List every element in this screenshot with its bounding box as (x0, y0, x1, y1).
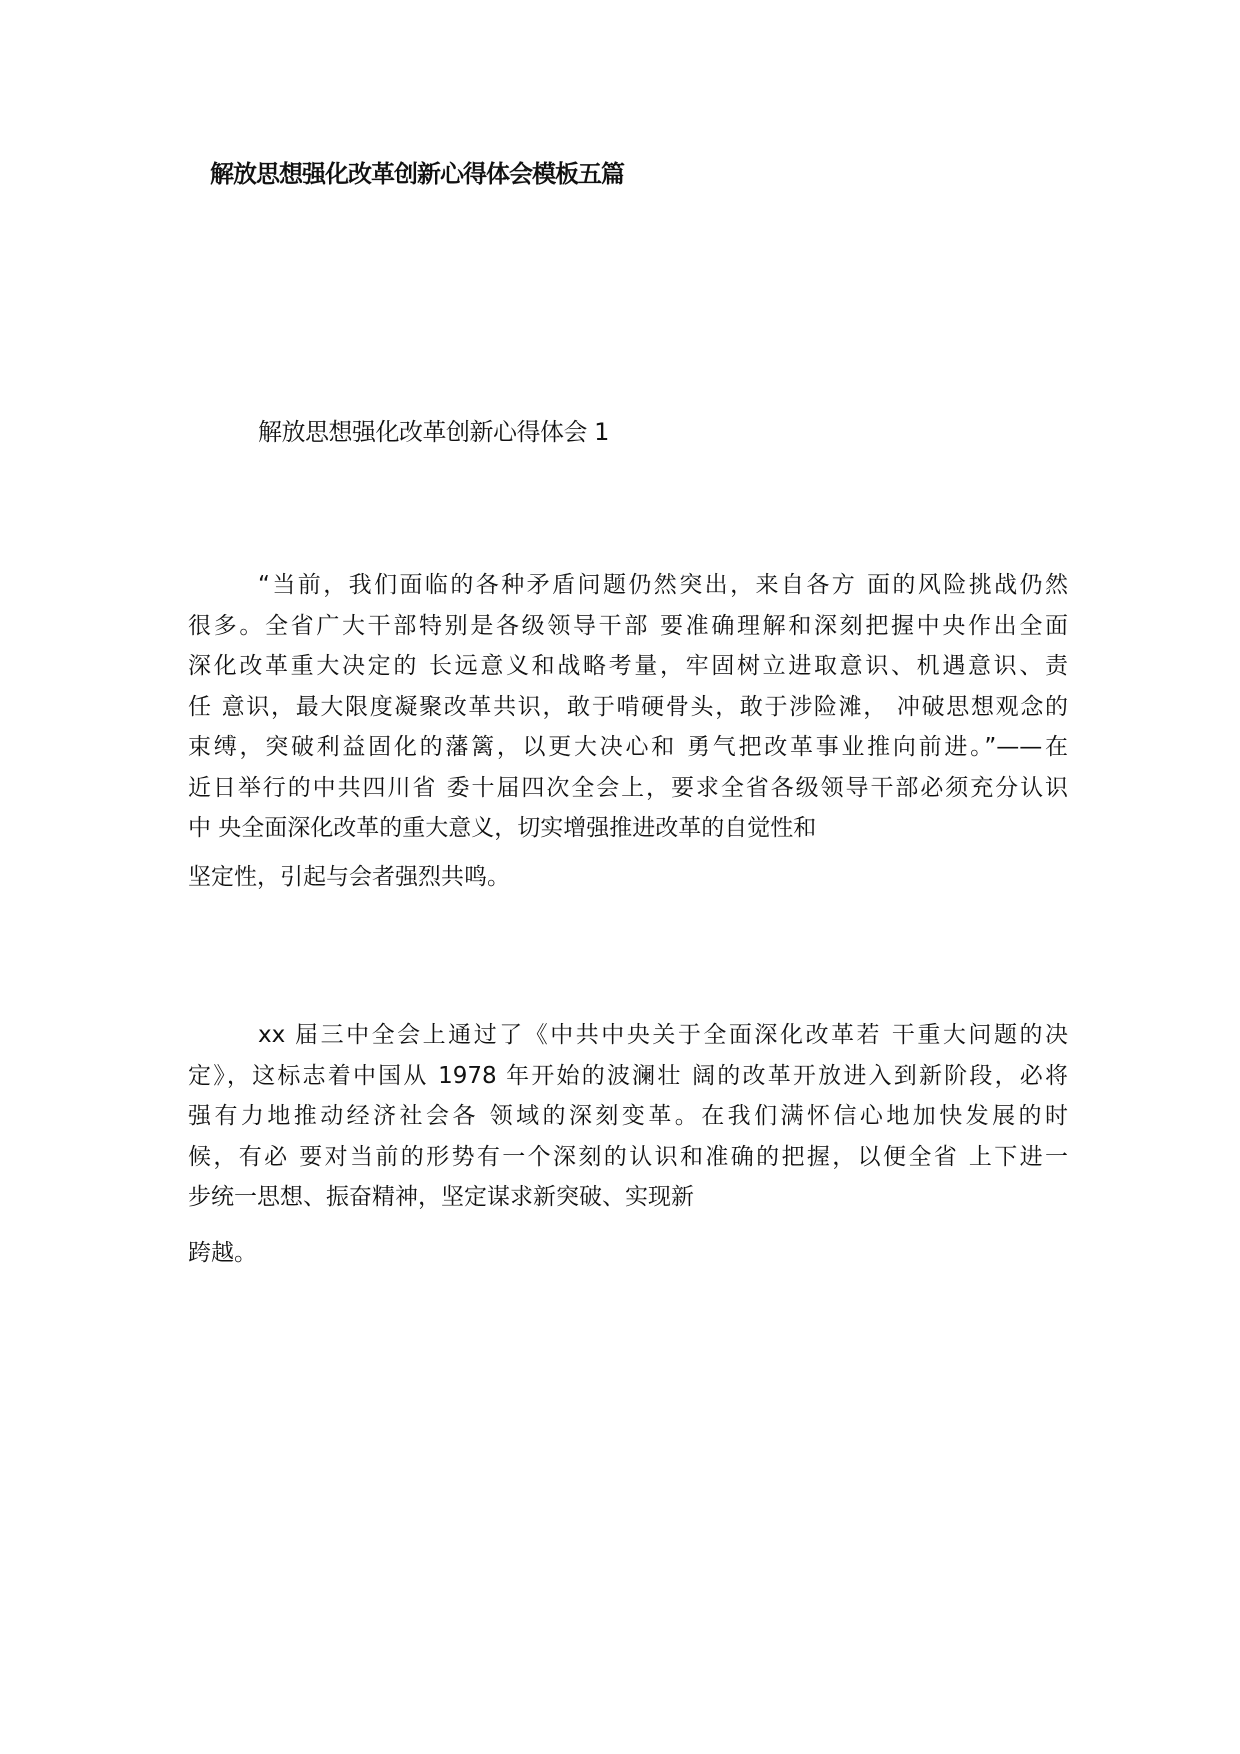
body-paragraph-1 (188, 565, 1068, 849)
paragraph-line: 定》，这标志着中国从 1978 年开始的波澜壮 阔的改革开放进入到新阶段，必将 (188, 1062, 1068, 1089)
body-paragraph-2 (188, 1015, 1068, 1218)
paragraph-line: 强有力地推动经济社会各 领域的深刻变革。在我们满怀信心地加快发展的时 (188, 1103, 1068, 1129)
paragraph-line: 深化改革重大决定的 长远意义和战略考量，牢固树立进取意识、机遇意识、责 (188, 653, 1068, 679)
body-paragraph-1-ending (188, 857, 1068, 898)
section-heading: 解放思想强化改革创新心得体会 1 (258, 418, 609, 446)
paragraph-line: 步统一思想、振奋精神，坚定谋求新突破、实现新 (188, 1184, 694, 1210)
paragraph-line: 坚定性，引起与会者强烈共鸣。 (188, 864, 510, 890)
paragraph-line: 跨越。 (188, 1240, 257, 1266)
body-paragraph-2-ending (188, 1233, 1068, 1274)
paragraph-line: 束缚，突破利益固化的藩篱，以更大决心和 勇气把改革事业推向前进。”——在 (188, 734, 1068, 760)
paragraph-line: 候，有必 要对当前的形势有一个深刻的认识和准确的把握，以便全省 上下进一 (188, 1143, 1068, 1170)
paragraph-line: 中 央全面深化改革的重大意义，切实增强推进改革的自觉性和 (188, 815, 817, 841)
document-title: 解放思想强化改革创新心得体会模板五篇 (210, 160, 624, 188)
paragraph-line: “当前，我们面临的各种矛盾问题仍然突出，来自各方 面的风险挑战仍然 (258, 572, 1068, 598)
paragraph-line: 近日举行的中共四川省 委十届四次全会上，要求全省各级领导干部必须充分认识 (188, 774, 1068, 801)
paragraph-line: xx 届三中全会上通过了《中共中央关于全面深化改革若 干重大问题的决 (258, 1022, 1068, 1048)
paragraph-line: 任 意识，最大限度凝聚改革共识，敢于啃硬骨头，敢于涉险滩， 冲破思想观念的 (188, 693, 1068, 720)
paragraph-line: 很多。全省广大干部特别是各级领导干部 要准确理解和深刻把握中央作出全面 (188, 612, 1068, 639)
